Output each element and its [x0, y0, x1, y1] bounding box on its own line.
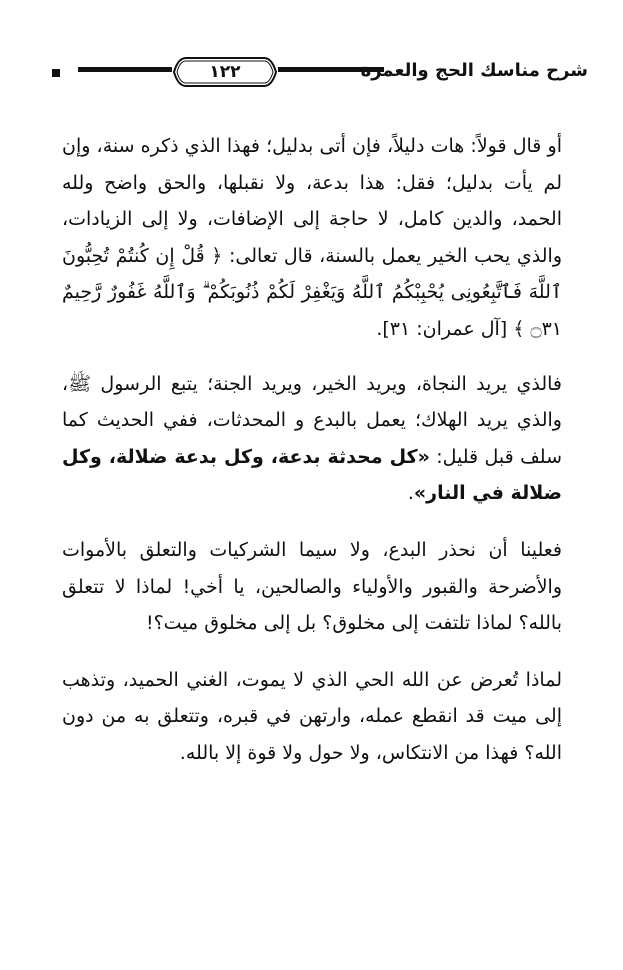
paragraph-3: فعلينا أن نحذر البدع، ولا سيما الشركيات والتعلق بالأموات والأضرحة والقبور والأولياء والصالحين، يا أخي! لماذا لا تتعلق بالله؟ لماذا تلتفت إلى مخلوق؟ بل إلى مخلوق ميت؟!	[62, 538, 562, 635]
paragraph-4: لماذا تُعرض عن الله الحي الذي لا يموت، الغني الحميد، وتذهب إلى ميت قد انقطع عمله، وارتهن في قبره، وتتعلق به من دون الله؟ فهذا من الانتكاس، ولا حول ولا قوة إلا بالله.	[62, 668, 562, 764]
page-number: ١٢٢	[209, 62, 241, 82]
paragraph-2-text: فالذي يريد النجاة، ويريد الخير، ويريد الجنة؛ يتبع الرسول ﷺ، والذي يريد الهلاك؛ يعمل بالبدع و المحدثات، ففي الحديث كما سلف قبل قليل:	[62, 372, 562, 468]
quran-verse: ﴿ قُلْ إِن كُنتُمْ تُحِبُّونَ ٱللَّهَ فَٱتَّبِعُونِى يُحْبِبْكُمُ ٱللَّهُ وَيَغْفِرْ لَكُمْ ذُنُوبَكُمْ ۗ وَٱللَّهُ غَفُورٌ رَّحِيمٌ ۝٣١ ﴾	[62, 244, 562, 340]
paragraph-2	[62, 366, 562, 512]
page-body	[62, 128, 562, 792]
running-header	[48, 54, 588, 92]
verse-reference: [آل عمران: ٣١].	[376, 317, 514, 340]
header-rule-left	[78, 67, 172, 72]
paragraph-1	[62, 128, 562, 348]
paragraph-1-text: أو قال قولاً: هات دليلاً، فإن أتى بدليل؛ فهذا الذي ذكره سنة، وإن لم يأت بدليل؛ فقل: هذا بدعة، ولا نقبلها، والحق واضح ولله الحمد، والدين كامل، لا حاجة إلى الإضافات، ولا إلى الزيادات، والذي يحب الخير يعمل بالسنة، قال تعالى:	[62, 135, 562, 267]
page-number-frame	[172, 54, 278, 90]
hadith-quote: «كل محدثة بدعة، وكل بدعة ضلالة، وكل ضلالة في النار»	[62, 445, 562, 505]
book-title: شرح مناسك الحج والعمرة	[360, 60, 588, 81]
paragraph-2-end: .	[407, 482, 414, 505]
header-end-marker	[52, 69, 60, 77]
